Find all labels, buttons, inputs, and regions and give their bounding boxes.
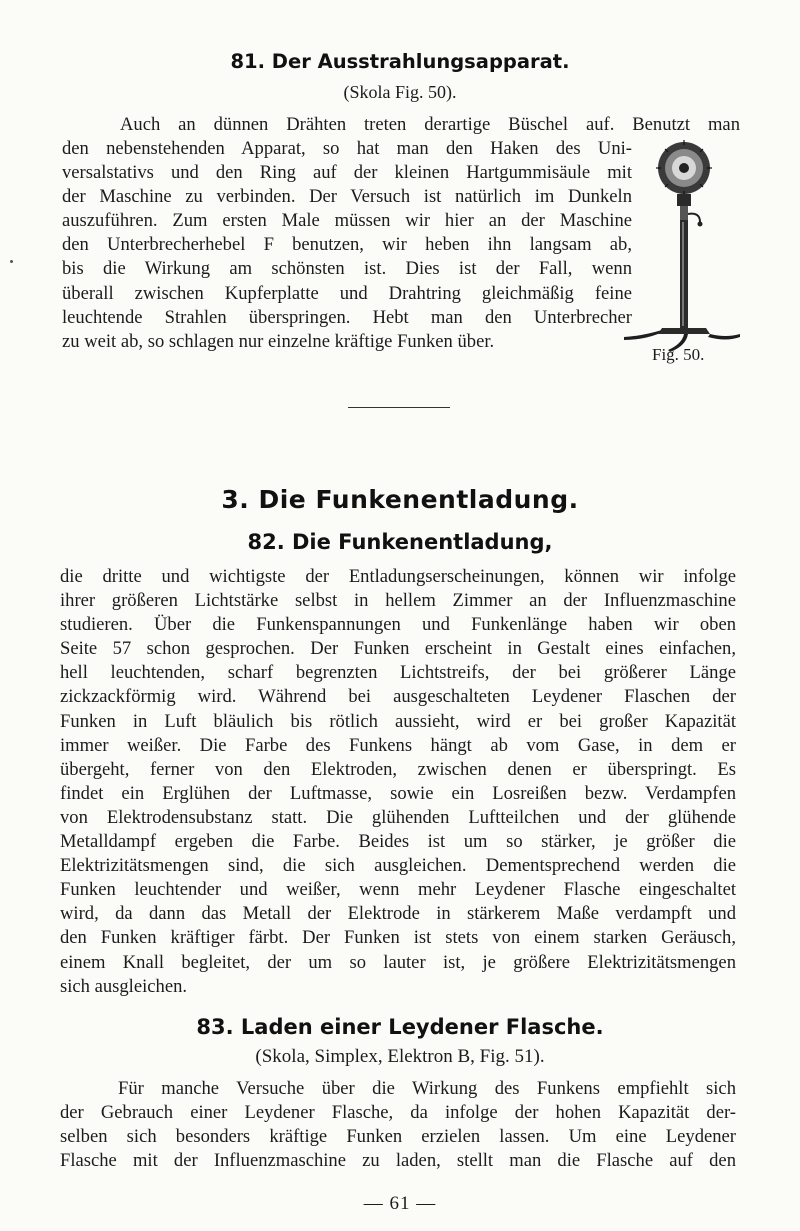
- text-line: die dritte und wichtigste der Entladungserscheinungen, können wir infolge: [60, 566, 736, 587]
- text-line: Elektrizitätsmengen sind, die sich ausgleichen. Dementsprechend werden die: [60, 855, 736, 877]
- text-line: wird, da dann das Metall der Elektrode in stärkerem Maße verdampft und: [60, 903, 736, 925]
- section-divider: [348, 407, 450, 408]
- text-line: leuchtende Strahlen überspringen. Hebt man den Unterbrecher: [62, 306, 632, 328]
- text-line: versalstativs und den Ring auf der kleinen Hartgummisäule mit: [62, 162, 632, 184]
- text-line: auszuführen. Zum ersten Male müssen wir hier an der Maschine: [62, 210, 632, 232]
- chapter-3-title: 3. Die Funkenentladung.: [221, 485, 579, 514]
- text-line: Funken in Luft bläulich bis rötlich aussieht, wird er bei großer Kapazität: [60, 710, 736, 732]
- section-83-title: 83. Laden einer Leydener Flasche.: [196, 1015, 604, 1039]
- text-line: Funken leuchtender und weißer, wenn mehr Leydener Flasche eingeschaltet: [60, 879, 736, 901]
- text-line: Metalldampf ergeben die Farbe. Beides ist um so stärker, je größer die: [60, 831, 736, 853]
- text-line: einem Knall begleitet, der um so lauter ist, je größere Elektrizitätsmengen: [60, 951, 736, 973]
- text-line: ihrer größeren Lichtstärke selbst in hellem Zimmer an der Influenzmaschine: [60, 590, 736, 612]
- text-line: den nebenstehenden Apparat, so hat man den Haken des Uni-: [62, 138, 632, 159]
- section-83-paragraph: [60, 1077, 736, 1173]
- text-line: Für manche Versuche über die Wirkung des Funkens empfiehlt sich: [118, 1078, 736, 1099]
- section-81-title: 81. Der Ausstrahlungsapparat.: [230, 50, 570, 73]
- text-line: findet ein Erglühen der Luftmasse, sowie ein Losreißen bezw. Verdampfen: [60, 782, 736, 804]
- text-line: studieren. Über die Funkenspannungen und Funkenlänge haben wir oben: [60, 614, 736, 636]
- text-line: immer weißer. Die Farbe des Funkens hängt ab vom Gase, in dem er: [60, 734, 736, 756]
- section-81-subtitle: (Skola Fig. 50).: [343, 82, 457, 102]
- text-line: zu weit ab, so schlagen nur einzelne kräftige Funken über.: [62, 330, 495, 352]
- text-line: von Elektrodensubstanz statt. Die glühenden Luftteilchen und der glühende: [60, 806, 736, 828]
- section-82-title: 82. Die Funkenentladung,: [247, 530, 553, 554]
- figure-50-caption: Fig. 50.: [652, 345, 705, 364]
- text-line: selben sich besonders kräftige Funken erzielen lassen. Um eine Leydener: [60, 1126, 736, 1148]
- text-line: der Gebrauch einer Leydener Flasche, da infolge der hohen Kapazität der-: [60, 1102, 736, 1124]
- text-line: der Maschine zu verbinden. Der Versuch ist natürlich im Dunkeln: [62, 186, 632, 208]
- text-line: sich ausgleichen.: [60, 975, 188, 997]
- section-81-paragraph-rest: [62, 137, 632, 354]
- text-line: den Unterbrecherhebel F benutzen, wir heben ihn langsam ab,: [62, 234, 632, 256]
- section-81-paragraph-first: [62, 113, 740, 137]
- section-83-subtitle: (Skola, Simplex, Elektron B, Fig. 51).: [255, 1046, 545, 1067]
- text-line: hell leuchtenden, scharf begrenzten Lichtstreifs, der bei größerer Länge: [60, 662, 736, 684]
- text-line: Seite 57 schon gesprochen. Der Funken erscheint in Gestalt eines einfachen,: [60, 638, 736, 660]
- text-line: den Funken kräftiger färbt. Der Funken ist stets von einem starken Geräusch,: [60, 927, 736, 949]
- stray-mark: [10, 260, 13, 263]
- text-line: Flasche mit der Influenzmaschine zu laden, stellt man die Flasche auf den: [60, 1150, 736, 1172]
- text-line: Auch an dünnen Drähten treten derartige Büschel auf. Benutzt man: [120, 114, 740, 135]
- text-line: übergeht, ferner von den Elektroden, zwischen denen er überspringt. Es: [60, 758, 736, 780]
- section-82-paragraph: [60, 565, 736, 999]
- page-number: — 61 —: [363, 1193, 437, 1214]
- text-line: überall zwischen Kupferplatte und Drahtring gleichmäßig feine: [62, 282, 632, 304]
- text-line: bis die Wirkung am schönsten ist. Dies ist der Fall, wenn: [62, 258, 632, 280]
- ausstrahlungsapparat-illustration: [622, 136, 742, 358]
- text-line: zickzackförmig wird. Während bei ausgeschalteten Leydener Flaschen der: [60, 686, 736, 708]
